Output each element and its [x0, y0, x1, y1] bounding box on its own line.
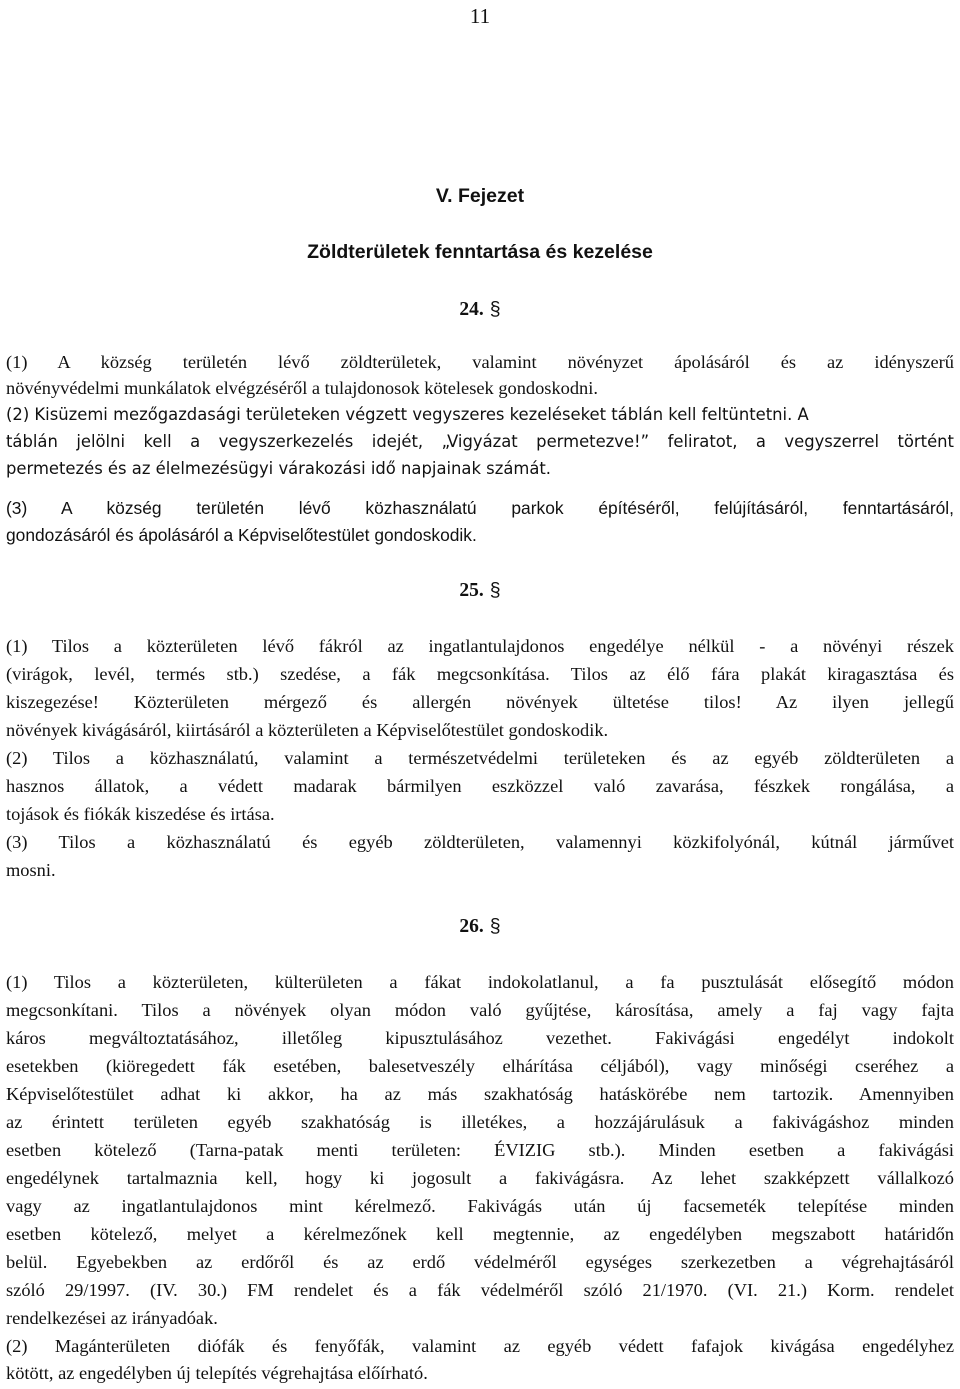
text-line: belül. Egyebekben az erdőről és az erdő védelméről egységes szerkezetben a végrehajtásáról [6, 1252, 954, 1272]
section-number: 24. [459, 299, 484, 320]
text-line: (1) Tilos a közterületen lévő fákról az ingatlantulajdonos engedélye nélkül - a növényi részek [6, 636, 954, 656]
section-26-heading [0, 914, 960, 939]
page-number: 11 [469, 4, 491, 28]
text-line: vagy az ingatlantulajdonos mint kérelmező. Fakivágás után új facsemeték telepítése minden [6, 1196, 954, 1216]
text-line: permetezés és az élelmezésügyi várakozási idő napjainak számát. [6, 459, 552, 478]
text-line: esetekben (kiöregedett fák esetében, balesetveszély elhárítása céljából), vagy minőségi cseréhez a [6, 1056, 954, 1076]
section-number: 26. [459, 916, 484, 937]
text-line: (1) Tilos a közterületen, külterületen a fákat indokolatlanul, a fa pusztulását elősegítő módon [6, 972, 954, 992]
chapter-heading: V. Fejezet [435, 185, 525, 207]
paragraph-sign: § [489, 915, 501, 937]
text-line: növények kivágásáról, kiirtásáról a közterületen a Képviselőtestület gondoskodik. [6, 720, 609, 740]
text-line: az érintett területen egyéb szakhatóság is illetékes, a hozzájárulásuk a fakivágáshoz minden [6, 1112, 954, 1132]
text-line: Képviselőtestület adhat ki akkor, ha az más szakhatóság hatáskörébe nem tartozik. Amennyiben [6, 1084, 954, 1104]
text-line: (2) Magánterületen diófák és fenyőfák, valamint az egyéb védett fafajok kivágása engedélyhez [6, 1336, 954, 1356]
text-line: esetben kötelező (Tarna-patak menti területen: ÉVIZIG stb.). Minden esetben a fakivágási [6, 1140, 954, 1160]
text-line: hasznos állatok, a védett madarak bármilyen eszközzel való zavarása, fészkek rongálása, a [6, 776, 954, 796]
section-25-heading [0, 578, 960, 603]
text-line: mosni. [6, 860, 56, 880]
text-line: (1) A község területén lévő zöldterületek, valamint növényzet ápolásáról és az idényszerű [6, 352, 954, 372]
text-line: káros megváltoztatásához, illetőleg kipusztulásához vezethet. Fakivágási engedélyt indokolt [6, 1028, 954, 1048]
text-line: szóló 29/1997. (IV. 30.) FM rendelet és a fák védelméről szóló 21/1970. (VI. 21.) Korm. rendelet [6, 1280, 954, 1300]
section-number: 25. [459, 580, 484, 601]
text-line: gondozásáról és ápolásáról a Képviselőtestület gondoskodik. [6, 525, 477, 545]
text-line: (virágok, levél, termés stb.) szedése, a fák megcsonkítása. Tilos az élő fára plakát kiragasztása és [6, 664, 954, 684]
chapter-title: Zöldterületek fenntartása és kezelése [307, 241, 653, 263]
text-line: tojások és fiókák kiszedése és irtása. [6, 804, 275, 824]
text-line: (3) A község területén lévő közhasználatú parkok építéséről, felújításáról, fenntartásáról, [6, 498, 954, 518]
text-line: kötött, az engedélyben új telepítés végrehajtása előírható. [6, 1363, 428, 1383]
text-line: (3) Tilos a közhasználatú és egyéb zöldterületen, valamennyi közkifolyónál, kútnál járművet [6, 832, 954, 852]
section-24-heading [0, 297, 960, 322]
text-line: esetben kötelező, melyet a kérelmezőnek kell megtennie, az engedélyben megszabott határidőn [6, 1224, 954, 1244]
text-line: (2) Kisüzemi mezőgazdasági területeken végzett vegyszeres kezeléseket táblán kell feltüntetni. A [6, 405, 809, 424]
paragraph-sign: § [489, 298, 501, 320]
text-line: növényvédelmi munkálatok elvégzéséről a tulajdonosok kötelesek gondoskodni. [6, 378, 598, 398]
text-line: (2) Tilos a közhasználatú, valamint a természetvédelmi területeken és az egyéb zöldterületen a [6, 748, 954, 768]
text-line: táblán jelölni kell a vegyszerkezelés idejét, „Vigyázat permetezve!” feliratot, a vegyszerrel történt [6, 432, 954, 451]
text-line: megcsonkítani. Tilos a növények olyan módon való gyűjtése, károsítása, amely a faj vagy fajta [6, 1000, 954, 1020]
paragraph-sign: § [489, 579, 501, 601]
text-line: kiszegezése! Közterületen mérgező és allergén növények ültetése tilos! Az ilyen jellegű [6, 692, 954, 712]
text-line: engedélynek tartalmaznia kell, hogy ki jogosult a fakivágásra. Az lehet szakképzett vállalkozó [6, 1168, 954, 1188]
text-line: rendelkezései az irányadóak. [6, 1308, 218, 1328]
